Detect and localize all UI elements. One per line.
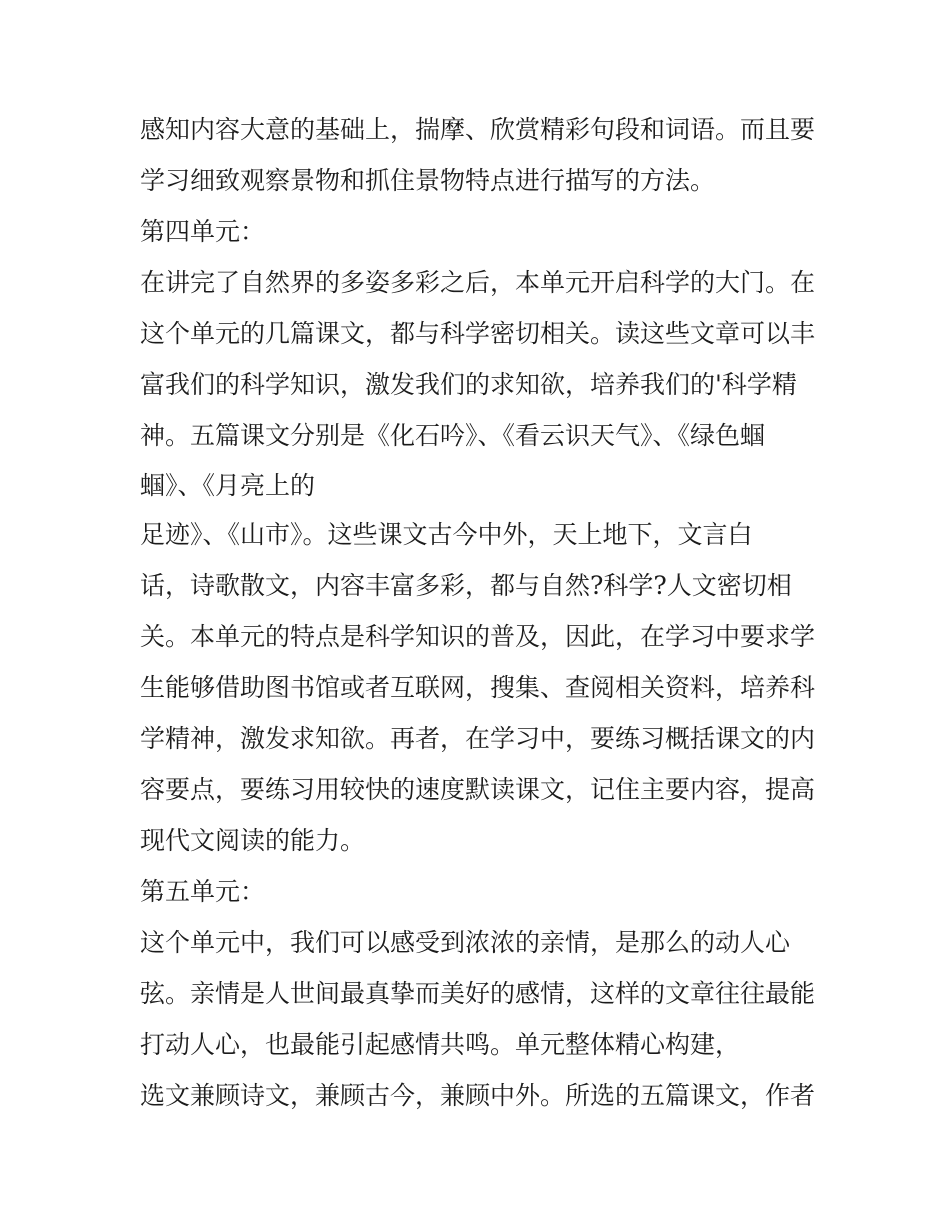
section-heading: 第五单元： [140,877,266,906]
text-line: 蝈》、《月亮上的 [140,471,316,500]
text-line: 感知内容大意的基础上，揣摩、欣赏精彩句段和词语。而且要 [140,115,816,144]
text-line: 富我们的科学知识，激发我们的求知欲，培养我们的'科学精 [140,370,797,399]
text-line: 打动人心，也最能引起感情共鸣。单元整体精心构建， [140,1030,741,1059]
text-line: 话，诗歌散文，内容丰富多彩，都与自然?科学?人文密切相 [140,571,792,600]
text-line: 足迹》、《山市》。这些课文古今中外，天上地下，文言白 [140,520,753,549]
text-line: 神。五篇课文分别是《化石吟》、《看云识天气》、《绿色蝈 [140,421,766,450]
text-line: 学精神，激发求知欲。再者，在学习中，要练习概括课文的内 [140,724,816,753]
text-line: 选文兼顾诗文，兼顾古今，兼顾中外。所选的五篇课文，作者 [140,1081,816,1110]
text-line: 现代文阅读的能力。 [140,826,366,855]
text-line: 关。本单元的特点是科学知识的普及，因此，在学习中要求学 [140,622,816,651]
text-line: 这个单元中，我们可以感受到浓浓的亲情，是那么的动人心 [140,928,791,957]
section-heading: 第四单元： [140,217,266,246]
text-line: 容要点，要练习用较快的速度默读课文，记住主要内容，提高 [140,775,816,804]
text-line: 学习细致观察景物和抓住景物特点进行描写的方法。 [140,166,716,195]
text-line: 在讲完了自然界的多姿多彩之后，本单元开启科学的大门。在 [140,268,816,297]
text-line: 这个单元的几篇课文，都与科学密切相关。读这些文章可以丰 [140,319,816,348]
text-line: 生能够借助图书馆或者互联网，搜集、查阅相关资料，培养科 [140,673,816,702]
text-line: 弦。亲情是人世间最真挚而美好的感情，这样的文章往往最能 [140,979,816,1008]
